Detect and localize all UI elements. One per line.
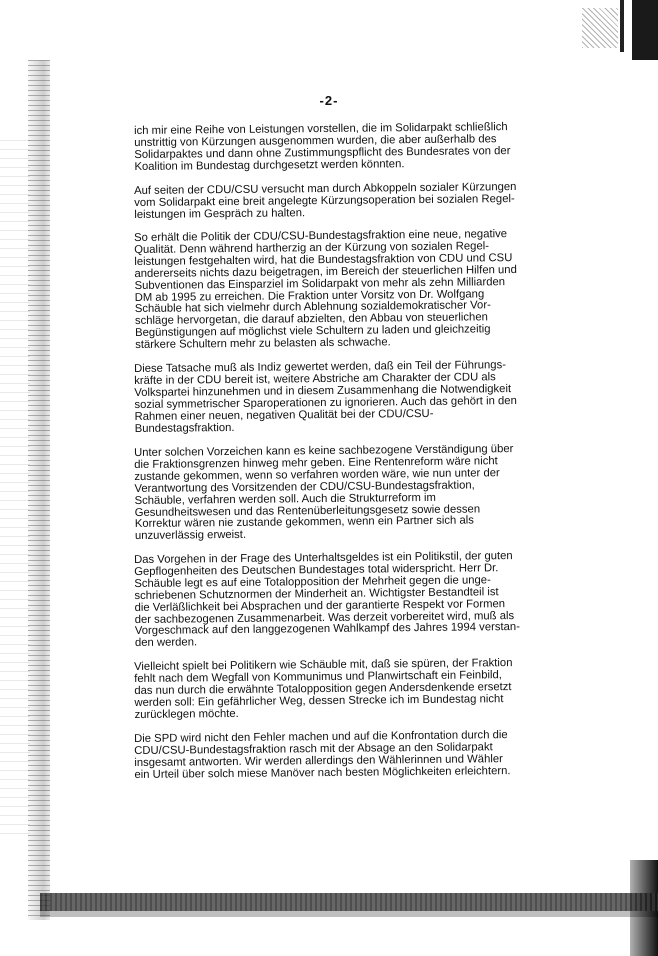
scan-corner-mark xyxy=(582,8,618,48)
text-line: Verantwortung des Vorsitzenden der CDU/CSU-Bundestagsfraktion, xyxy=(134,478,475,495)
text-line: insgesamt antworten. Wir werden allerdings den Wählerinnen und Wähler xyxy=(134,752,503,769)
text-line: Rahmen einer neuen, negativen Qualität bei der CDU/CSU- xyxy=(134,407,434,424)
scan-edge-bottom xyxy=(40,893,658,911)
text-line: zurücklegen möchte. xyxy=(134,707,239,721)
paragraph xyxy=(134,443,555,543)
text-line: kräfte in der CDU bereit ist, weitere Abstriche am Charakter der CDU als xyxy=(134,371,496,388)
text-line: So erhält die Politik der CDU/CSU-Bundestagsfraktion eine neue, negative xyxy=(133,228,508,245)
text-line: werden soll: Ein gefährlicher Weg, dessen Strecke ich im Bundestag nicht xyxy=(134,693,504,710)
paragraph xyxy=(134,729,554,781)
text-line: das nun durch die erwähnte Totalopposition gegen Andersdenkende ersetzt xyxy=(134,681,512,698)
paragraph xyxy=(134,181,554,221)
text-line: Die SPD wird nicht den Fehler machen und auf die Konfrontation durch die xyxy=(133,728,508,745)
text-line: die Verläßlichkeit bei Absprachen und der garantierte Respekt vor Formen xyxy=(134,597,506,614)
scan-line-right-top xyxy=(620,0,624,52)
text-line: Vorgeschmack auf den langgezogenen Wahlkampf des Jahres 1994 verstan- xyxy=(134,621,521,638)
text-line: DM ab 1995 zu erreichen. Die Fraktion unter Vorsitz von Dr. Wolfgang xyxy=(134,288,485,304)
text-line: Gepflogenheiten des Deutschen Bundestages total widerspricht. Herr Dr. xyxy=(134,562,499,578)
text-line: leistungen im Gespräch zu halten. xyxy=(134,206,306,221)
paragraph xyxy=(134,551,555,651)
text-line: Unter solchen Vorzeichen kann es keine sachbezogene Verständigung über xyxy=(133,442,514,459)
scan-edge-right-top xyxy=(632,0,658,60)
paragraph xyxy=(134,122,554,174)
scan-shadow-bottom xyxy=(40,911,658,917)
text-line: Auf seiten der CDU/CSU versucht man durch Abkoppeln sozialer Kürzungen xyxy=(133,180,517,197)
scan-edge-left xyxy=(28,60,50,920)
text-line: schläge hervorgetan, die darauf abzielten, den Abbau von steuerlichen xyxy=(134,311,488,328)
text-line: fehlt nach dem Wegfall von Kommunimus und Planwirtschaft ein Feinbild, xyxy=(134,669,502,686)
text-line: den werden. xyxy=(134,636,198,650)
scan-noise-left xyxy=(0,140,30,840)
text-line: stärkere Schultern mehr zu belasten als schwache. xyxy=(135,336,391,352)
text-line: die Fraktionsgrenzen hinweg mehr geben. Eine Rentenreform wäre nicht xyxy=(134,454,498,471)
text-line: Das Vorgehen in der Frage des Unterhaltsgeldes ist ein Politikstil, der guten xyxy=(133,550,513,567)
text-line: Schäuble legt es auf eine Totalopposition der Mehrheit gegen die unge- xyxy=(134,574,491,590)
text-line: Begünstigungen auf möglichst viele Schultern zu laden und gleichzeitig xyxy=(134,323,491,340)
text-line: sozial symmetrischer Sparoperationen zu ignorieren. Auch das gehört in den xyxy=(134,395,517,412)
text-line: zustande gekommen, wenn so verfahren worden wäre, wie nun unter der xyxy=(134,466,500,483)
text-line: Vielleicht spielt bei Politikern wie Schäuble mit, daß sie spüren, der Fraktion xyxy=(133,657,513,674)
text-line: Qualität. Denn während hartherzig an der Kürzung von sozialen Regel- xyxy=(134,240,490,257)
text-line: vom Solidarpakt eine breit angelegte Kürzungsoperation bei sozialen Regel- xyxy=(134,192,515,209)
text-line: schriebenen Schutznormen der Minderheit an. Wichtigster Bestandteil ist xyxy=(134,585,499,602)
paragraph xyxy=(134,658,555,722)
text-line: Korrektur wären nie zustande gekommen, wenn ein Partner sich als xyxy=(134,514,474,531)
text-line: ein Urteil über solch miese Manöver nach besten Möglichkeiten erleichtern. xyxy=(134,764,511,781)
text-line: CDU/CSU-Bundestagsfraktion rasch mit der Absage an den Solidarpakt xyxy=(134,741,493,757)
text-line: Subventionen das Einsparziel im Solidarpakt von mehr als zehn Milliarden xyxy=(134,276,506,292)
text-line: Schäuble hat sich vielmehr durch Ablehnung sozialdemokratischer Vor- xyxy=(134,300,491,316)
text-line: ich mir eine Reihe von Leistungen vorstellen, die im Solidarpakt schließlich xyxy=(133,121,508,137)
text-line: Koalition im Bundestag durchgesetzt werden könnten. xyxy=(134,157,405,173)
text-line: leistungen festgehalten wird, hat die Bundestagsfraktion von CDU und CSU xyxy=(134,252,513,269)
text-line: Volkspartei hinzunehmen und in diesem Zusammenhang die Notwendigkeit xyxy=(134,383,512,400)
text-line: Bundestagsfraktion. xyxy=(134,421,235,435)
body-text xyxy=(133,121,554,794)
text-line: Diese Tatsache muß als Indiz gewertet werden, daß ein Teil der Führungs- xyxy=(133,359,507,376)
page-number: -2- xyxy=(319,93,339,108)
text-line: Gesundheitswesen und das Rentenüberleitungsgesetz sowie dessen xyxy=(134,502,481,519)
text-line: andererseits nichts dazu beigetragen, im Bereich der steuerlichen Hilfen und xyxy=(134,264,517,281)
paragraph xyxy=(134,229,555,352)
text-line: unstrittig von Kürzungen ausgenommen wurden, die aber außerhalb des xyxy=(134,133,497,149)
text-line: Solidarpaktes und dann ohne Zustimmungspflicht des Bundesrates von der xyxy=(134,144,511,161)
text-line: unzuverlässig erweist. xyxy=(134,529,247,543)
text-line: der sachbezogenen Zusammenarbeit. Was derzeit vorbereitet wird, muß als xyxy=(134,609,515,626)
text-line: Schäuble, verfahren werden soll. Auch die Strukturreform im xyxy=(134,491,437,507)
paragraph xyxy=(134,360,555,436)
